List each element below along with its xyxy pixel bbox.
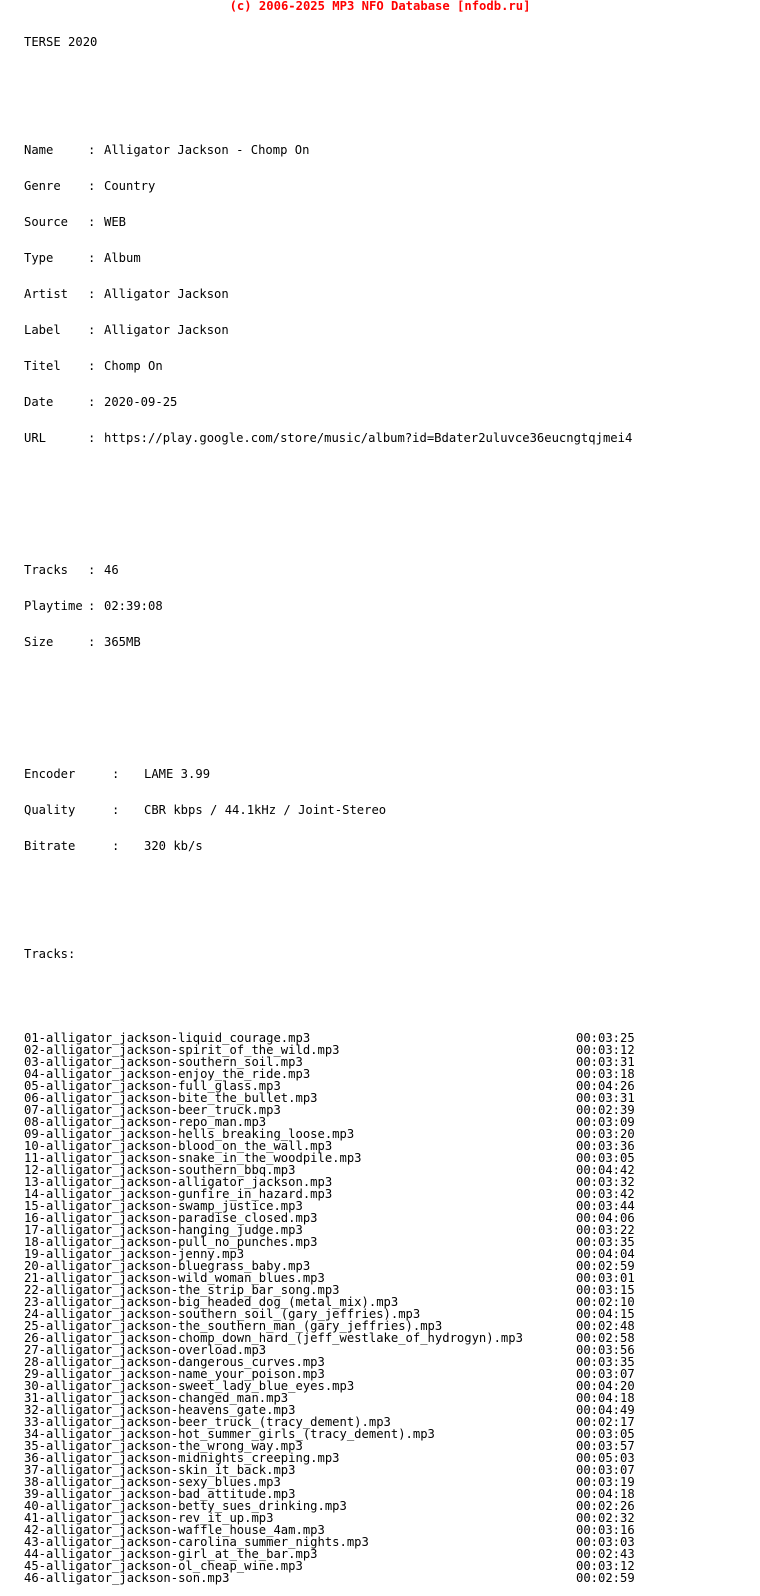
track-duration: 00:03:32 bbox=[576, 1175, 635, 1189]
track-row bbox=[24, 1452, 664, 1464]
track-duration: 00:02:59 bbox=[576, 1259, 635, 1273]
track-row bbox=[24, 1260, 664, 1272]
track-filename: 20-alligator_jackson-bluegrass_baby.mp3 bbox=[24, 1259, 311, 1273]
track-filename: 46-alligator_jackson-son.mp3 bbox=[24, 1571, 230, 1585]
track-filename: 17-alligator_jackson-hanging_judge.mp3 bbox=[24, 1223, 303, 1237]
track-row bbox=[24, 1212, 664, 1224]
track-row bbox=[24, 1176, 664, 1188]
track-duration: 00:04:26 bbox=[576, 1079, 635, 1093]
group-name: TERSE 2020 bbox=[24, 35, 98, 49]
track-filename: 29-alligator_jackson-name_your_poison.mp3 bbox=[24, 1367, 325, 1381]
track-duration: 00:02:48 bbox=[576, 1319, 635, 1333]
track-filename: 22-alligator_jackson-the_strip_bar_song.mp3 bbox=[24, 1283, 340, 1297]
track-filename: 14-alligator_jackson-gunfire_in_hazard.mp3 bbox=[24, 1187, 333, 1201]
track-duration: 00:02:59 bbox=[576, 1571, 635, 1585]
track-duration: 00:04:49 bbox=[576, 1403, 635, 1417]
track-list bbox=[24, 1032, 664, 1584]
info-genre: Genre : Country bbox=[24, 179, 156, 193]
track-filename: 27-alligator_jackson-overload.mp3 bbox=[24, 1343, 267, 1357]
track-filename: 25-alligator_jackson-the_southern_man_(gary_jeffries).mp3 bbox=[24, 1319, 443, 1333]
info-title: Titel : Chomp On bbox=[24, 359, 163, 373]
track-row bbox=[24, 1368, 664, 1380]
track-row bbox=[24, 1560, 664, 1572]
release-stats bbox=[24, 540, 664, 672]
track-duration: 00:04:18 bbox=[576, 1487, 635, 1501]
track-row bbox=[24, 1332, 664, 1344]
track-filename: 08-alligator_jackson-repo_man.mp3 bbox=[24, 1115, 267, 1129]
track-duration: 00:02:17 bbox=[576, 1415, 635, 1429]
track-duration: 00:03:35 bbox=[576, 1235, 635, 1249]
info-date: Date : 2020-09-25 bbox=[24, 395, 178, 409]
track-row bbox=[24, 1548, 664, 1560]
track-filename: 13-alligator_jackson-alligator_jackson.mp3 bbox=[24, 1175, 333, 1189]
info-source: Source : WEB bbox=[24, 215, 127, 229]
info-type: Type : Album bbox=[24, 251, 141, 265]
track-row bbox=[24, 1236, 664, 1248]
enc-bitrate: Bitrate : 320 kb/s bbox=[24, 839, 203, 853]
track-row bbox=[24, 1224, 664, 1236]
track-filename: 38-alligator_jackson-sexy_blues.mp3 bbox=[24, 1475, 281, 1489]
track-duration: 00:04:15 bbox=[576, 1307, 635, 1321]
track-row bbox=[24, 1488, 664, 1500]
track-row bbox=[24, 1404, 664, 1416]
track-row bbox=[24, 1044, 664, 1056]
track-filename: 31-alligator_jackson-changed_man.mp3 bbox=[24, 1391, 289, 1405]
album-url: https://play.google.com/store/music/album?id=Bdater2uluvce36eucngtqjmei4 bbox=[104, 431, 633, 445]
track-duration: 00:03:03 bbox=[576, 1535, 635, 1549]
track-row bbox=[24, 1092, 664, 1104]
track-row bbox=[24, 1140, 664, 1152]
track-duration: 00:03:57 bbox=[576, 1439, 635, 1453]
track-filename: 34-alligator_jackson-hot_summer_girls_(tracy_dement).mp3 bbox=[24, 1427, 435, 1441]
track-row bbox=[24, 1188, 664, 1200]
nfo-document bbox=[24, 12, 664, 1596]
track-filename: 33-alligator_jackson-beer_truck_(tracy_dement).mp3 bbox=[24, 1415, 391, 1429]
track-duration: 00:03:44 bbox=[576, 1199, 635, 1213]
track-duration: 00:03:09 bbox=[576, 1115, 635, 1129]
track-row bbox=[24, 1464, 664, 1476]
track-duration: 00:03:22 bbox=[576, 1223, 635, 1237]
track-duration: 00:03:31 bbox=[576, 1091, 635, 1105]
track-duration: 00:03:15 bbox=[576, 1283, 635, 1297]
track-duration: 00:02:43 bbox=[576, 1547, 635, 1561]
track-duration: 00:03:31 bbox=[576, 1055, 635, 1069]
track-filename: 35-alligator_jackson-the_wrong_way.mp3 bbox=[24, 1439, 303, 1453]
track-filename: 44-alligator_jackson-girl_at_the_bar.mp3 bbox=[24, 1547, 318, 1561]
track-row bbox=[24, 1272, 664, 1284]
track-row bbox=[24, 1380, 664, 1392]
encoding-info bbox=[24, 744, 664, 876]
track-filename: 36-alligator_jackson-midnights_creeping.mp3 bbox=[24, 1451, 340, 1465]
track-duration: 00:03:16 bbox=[576, 1523, 635, 1537]
track-row bbox=[24, 1296, 664, 1308]
track-row bbox=[24, 1068, 664, 1080]
track-filename: 42-alligator_jackson-waffle_house_4am.mp3 bbox=[24, 1523, 325, 1537]
track-filename: 16-alligator_jackson-paradise_closed.mp3 bbox=[24, 1211, 318, 1225]
track-filename: 28-alligator_jackson-dangerous_curves.mp3 bbox=[24, 1355, 325, 1369]
track-row bbox=[24, 1164, 664, 1176]
track-filename: 43-alligator_jackson-carolina_summer_nights.mp3 bbox=[24, 1535, 369, 1549]
info-label: Label : Alligator Jackson bbox=[24, 323, 229, 337]
track-row bbox=[24, 1056, 664, 1068]
track-filename: 15-alligator_jackson-swamp_justice.mp3 bbox=[24, 1199, 303, 1213]
track-row bbox=[24, 1512, 664, 1524]
track-filename: 02-alligator_jackson-spirit_of_the_wild.mp3 bbox=[24, 1043, 340, 1057]
track-duration: 00:04:20 bbox=[576, 1379, 635, 1393]
track-duration: 00:04:18 bbox=[576, 1391, 635, 1405]
track-duration: 00:03:07 bbox=[576, 1463, 635, 1477]
release-info bbox=[24, 120, 664, 468]
track-duration: 00:03:12 bbox=[576, 1559, 635, 1573]
track-row bbox=[24, 1116, 664, 1128]
track-duration: 00:03:56 bbox=[576, 1343, 635, 1357]
track-row bbox=[24, 1536, 664, 1548]
track-filename: 11-alligator_jackson-snake_in_the_woodpile.mp3 bbox=[24, 1151, 362, 1165]
track-row bbox=[24, 1080, 664, 1092]
enc-encoder: Encoder : LAME 3.99 bbox=[24, 767, 211, 781]
track-duration: 00:03:42 bbox=[576, 1187, 635, 1201]
track-duration: 00:03:07 bbox=[576, 1367, 635, 1381]
track-row bbox=[24, 1308, 664, 1320]
track-row bbox=[24, 1356, 664, 1368]
track-row bbox=[24, 1320, 664, 1332]
track-filename: 12-alligator_jackson-southern_bbq.mp3 bbox=[24, 1163, 296, 1177]
track-filename: 30-alligator_jackson-sweet_lady_blue_eyes.mp3 bbox=[24, 1379, 355, 1393]
track-duration: 00:03:36 bbox=[576, 1139, 635, 1153]
track-filename: 10-alligator_jackson-blood_on_the_wall.mp3 bbox=[24, 1139, 333, 1153]
info-url: URL : https://play.google.com/store/music/album?id=Bdater2uluvce36eucngtqjmei4 bbox=[24, 431, 633, 445]
track-row bbox=[24, 1344, 664, 1356]
track-filename: 32-alligator_jackson-heavens_gate.mp3 bbox=[24, 1403, 296, 1417]
track-row bbox=[24, 1500, 664, 1512]
info-name: Name : Alligator Jackson - Chomp On bbox=[24, 143, 310, 157]
track-duration: 00:04:42 bbox=[576, 1163, 635, 1177]
stat-playtime: Playtime : 02:39:08 bbox=[24, 599, 163, 613]
track-duration: 00:03:01 bbox=[576, 1271, 635, 1285]
tracks-heading: Tracks: bbox=[24, 947, 76, 961]
track-row bbox=[24, 1572, 664, 1584]
track-filename: 07-alligator_jackson-beer_truck.mp3 bbox=[24, 1103, 281, 1117]
track-row bbox=[24, 1248, 664, 1260]
info-artist: Artist : Alligator Jackson bbox=[24, 287, 229, 301]
track-duration: 00:02:32 bbox=[576, 1511, 635, 1525]
site-banner: (c) 2006-2025 MP3 NFO Database [nfodb.ru] bbox=[229, 0, 531, 13]
track-duration: 00:02:10 bbox=[576, 1295, 635, 1309]
track-filename: 21-alligator_jackson-wild_woman_blues.mp3 bbox=[24, 1271, 325, 1285]
track-filename: 09-alligator_jackson-hells_breaking_loose.mp3 bbox=[24, 1127, 355, 1141]
track-row bbox=[24, 1200, 664, 1212]
track-duration: 00:03:12 bbox=[576, 1043, 635, 1057]
track-filename: 41-alligator_jackson-rev_it_up.mp3 bbox=[24, 1511, 274, 1525]
track-duration: 00:03:05 bbox=[576, 1427, 635, 1441]
track-duration: 00:03:05 bbox=[576, 1151, 635, 1165]
track-filename: 05-alligator_jackson-full_glass.mp3 bbox=[24, 1079, 281, 1093]
track-filename: 23-alligator_jackson-big_headed_dog_(metal_mix).mp3 bbox=[24, 1295, 399, 1309]
track-filename: 24-alligator_jackson-southern_soil_(gary_jeffries).mp3 bbox=[24, 1307, 421, 1321]
stat-size: Size : 365MB bbox=[24, 635, 141, 649]
track-duration: 00:04:04 bbox=[576, 1247, 635, 1261]
track-duration: 00:02:26 bbox=[576, 1499, 635, 1513]
track-row bbox=[24, 1128, 664, 1140]
track-row bbox=[24, 1440, 664, 1452]
track-row bbox=[24, 1524, 664, 1536]
track-filename: 03-alligator_jackson-southern_soil.mp3 bbox=[24, 1055, 303, 1069]
track-filename: 06-alligator_jackson-bite_the_bullet.mp3 bbox=[24, 1091, 318, 1105]
track-filename: 45-alligator_jackson-ol_cheap_wine.mp3 bbox=[24, 1559, 303, 1573]
track-filename: 19-alligator_jackson-jenny.mp3 bbox=[24, 1247, 245, 1261]
track-row bbox=[24, 1284, 664, 1296]
track-duration: 00:02:58 bbox=[576, 1331, 635, 1345]
track-filename: 40-alligator_jackson-betty_sues_drinking.mp3 bbox=[24, 1499, 347, 1513]
track-filename: 26-alligator_jackson-chomp_down_hard_(jeff_westlake_of_hydrogyn).mp3 bbox=[24, 1331, 523, 1345]
track-row bbox=[24, 1104, 664, 1116]
track-row bbox=[24, 1416, 664, 1428]
track-duration: 00:03:25 bbox=[576, 1031, 635, 1045]
track-filename: 01-alligator_jackson-liquid_courage.mp3 bbox=[24, 1031, 311, 1045]
track-duration: 00:03:18 bbox=[576, 1067, 635, 1081]
track-duration: 00:03:35 bbox=[576, 1355, 635, 1369]
track-filename: 39-alligator_jackson-bad_attitude.mp3 bbox=[24, 1487, 296, 1501]
enc-quality: Quality : CBR kbps / 44.1kHz / Joint-Stereo bbox=[24, 803, 387, 817]
track-duration: 00:03:20 bbox=[576, 1127, 635, 1141]
track-row bbox=[24, 1392, 664, 1404]
track-duration: 00:03:19 bbox=[576, 1475, 635, 1489]
track-row bbox=[24, 1476, 664, 1488]
track-row bbox=[24, 1032, 664, 1044]
track-row bbox=[24, 1152, 664, 1164]
track-filename: 18-alligator_jackson-pull_no_punches.mp3 bbox=[24, 1235, 318, 1249]
track-duration: 00:05:03 bbox=[576, 1451, 635, 1465]
stat-tracks: Tracks : 46 bbox=[24, 563, 119, 577]
track-filename: 37-alligator_jackson-skin_it_back.mp3 bbox=[24, 1463, 296, 1477]
track-filename: 04-alligator_jackson-enjoy_the_ride.mp3 bbox=[24, 1067, 311, 1081]
track-row bbox=[24, 1428, 664, 1440]
track-duration: 00:04:06 bbox=[576, 1211, 635, 1225]
track-duration: 00:02:39 bbox=[576, 1103, 635, 1117]
